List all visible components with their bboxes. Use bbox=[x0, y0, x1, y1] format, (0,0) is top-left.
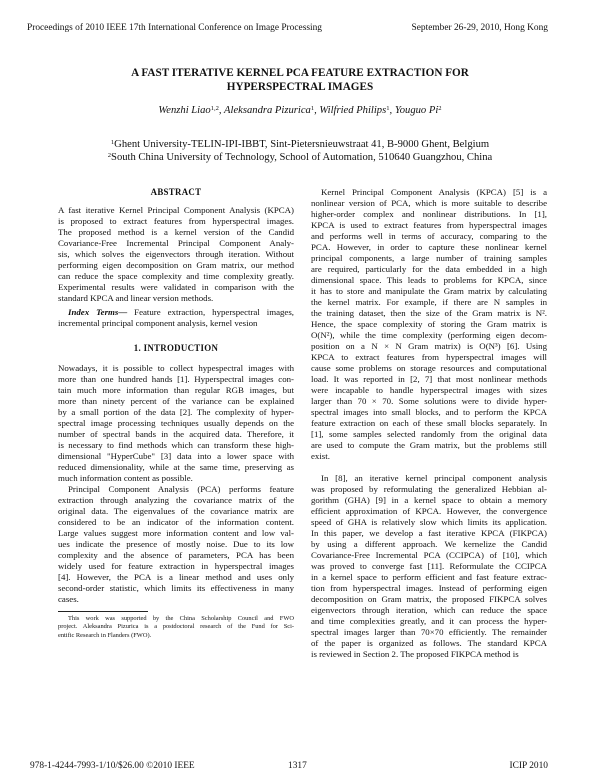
footer-conference: ICIP 2010 bbox=[509, 761, 548, 771]
paper-title bbox=[0, 66, 600, 94]
text-line: ues indicate the presence of mostly noise. Due to its low bbox=[58, 539, 294, 549]
footer-copyright: 978-1-4244-7993-1/10/$26.00 ©2010 IEEE bbox=[30, 761, 195, 771]
text-line: The proposed method is a kernel version of the Candid bbox=[58, 227, 294, 237]
text-line: it has to store and manipulate the Gram matrix by calculating bbox=[311, 286, 547, 296]
text-line: are required, particularly for the data embedded in a high bbox=[311, 264, 547, 274]
text-line: sis, which solves the eigenvectors through iteration. Without bbox=[58, 249, 294, 259]
running-header-left: Proceedings of 2010 IEEE 17th International Conference on Image Processing bbox=[27, 23, 322, 33]
text-line: Experimental results were validated in comparison with the bbox=[58, 282, 294, 292]
introduction-heading: 1. INTRODUCTION bbox=[133, 343, 219, 353]
text-line: eigenvectors through iteration, which can reduce the space bbox=[311, 605, 547, 615]
right-column bbox=[311, 187, 547, 660]
abstract-body bbox=[58, 205, 294, 304]
text-line: decomposition on Gram matrix, the proposed FIKPCA solves bbox=[311, 594, 547, 604]
running-header-right: September 26-29, 2010, Hong Kong bbox=[411, 23, 548, 33]
text-line: spectral images into small blocks, and to perform the KPCA bbox=[311, 407, 547, 417]
text-line: more than ninety percent of the variance can be explained bbox=[58, 396, 294, 406]
text-line: PCA. However, in order to capture these nonlinear kernel bbox=[311, 242, 547, 252]
author-affil-mark: 1 bbox=[386, 105, 390, 113]
text-line: higher-order complex and nonlinear distributions. In [1], bbox=[311, 209, 547, 219]
text-line: number of spectral bands in the acquired data. Therefore, it bbox=[58, 429, 294, 439]
text-line: and time complexities greatly, and it can process the hyper- bbox=[311, 616, 547, 626]
text-line: This work was supported by the China Scholarship Council and FWO bbox=[68, 615, 294, 622]
text-line: is reviewed in Section 2. The proposed FIKPCA method is bbox=[311, 649, 519, 659]
text-line: [1], some samples selected randomly from the original data bbox=[311, 429, 547, 439]
text-line: dimensional "HyperCube" [3] data into a lower space with bbox=[58, 451, 294, 461]
text-line: Large values suggest more information content and low val- bbox=[58, 528, 294, 538]
text-line: were incapable to handle hyperspectral images with sizes bbox=[311, 385, 547, 395]
author-name: Youguo Pi bbox=[394, 105, 439, 116]
text-line: KPCA is used to extract features from hyperspectral images bbox=[311, 220, 547, 230]
text-line: are used to compute the Gram matrix, but the problems still bbox=[311, 440, 547, 450]
text-line: performing eigen decomposition on Gram matrix, our method bbox=[58, 260, 294, 270]
text-line: larger than 70 × 70. Some solutions were to divide hyper- bbox=[311, 396, 547, 406]
text-line: Hence, the space complexity of storing the Gram matrix is bbox=[311, 319, 547, 329]
author-list: Wenzhi Liao$^{1,2}$, Aleksandra Pizurica$^1$, Wilfried Philips$^1$, Youguo Pi$^2$ bbox=[158, 105, 442, 116]
author-name: Wenzhi Liao bbox=[158, 105, 211, 116]
text-line: Covariance-Free Incremental Principal Component Analy- bbox=[58, 238, 294, 248]
text-line: extraction through analyzing the covariance matrix of the bbox=[58, 495, 294, 505]
text-line: KPCA to extract features from hyperspectral images will bbox=[311, 352, 547, 362]
text-line: cases. bbox=[58, 594, 79, 604]
text-line: by using a different approach. We kernelize the Candid bbox=[311, 539, 547, 549]
text-line: is proposed to extract features from hyperspectral images. bbox=[58, 216, 294, 226]
text-line: cause some problems on storage resources and computational bbox=[311, 363, 547, 373]
text-line: Nowadays, it is possible to collect hypespectral images with bbox=[58, 363, 294, 373]
text-line: was proved to converge fast [11]. Reformulate the CCIPCA bbox=[311, 561, 547, 571]
author-name: Wilfried Philips bbox=[319, 105, 387, 116]
text-line: second-order statistic, which limits its effectiveness in many bbox=[58, 583, 294, 593]
text-line: [4]. However, the PCA is a linear method and uses only bbox=[58, 572, 294, 582]
text-line: exist. bbox=[311, 451, 330, 461]
text-line: reduced dimensionality, while at the same time, preserving as bbox=[58, 462, 294, 472]
text-line: can reduce the space complexity and time complexity greatly. bbox=[58, 271, 294, 281]
text-line: much information content as possible. bbox=[58, 473, 193, 483]
text-line: position on a N × N Gram matrix) is O(N³) [6]. Using bbox=[311, 341, 547, 351]
text-line: and performs well in terms of accuracy, comparing to the bbox=[311, 231, 547, 241]
text-line: spectral images larger than 70×70 efficiently. The remainder bbox=[311, 627, 547, 637]
text-line: speed of GHA is relatively slow which limits its application. bbox=[311, 517, 547, 527]
intro-paragraph-1 bbox=[58, 363, 294, 484]
text-line: In this paper, we develop a fast iterative KPCA (FIKPCA) bbox=[311, 528, 547, 538]
affiliation: $^2$South China University of Technology, School of Automation, 510640 Guangzhou, China bbox=[107, 152, 493, 163]
text-line: efficient approximation of KPCA. However, the convergence bbox=[311, 506, 547, 516]
text-line: standard KPCA and linear version methods. bbox=[58, 293, 214, 303]
funding-footnote bbox=[58, 615, 294, 640]
text-line: In [8], an iterative kernel principal component analysis bbox=[321, 473, 547, 483]
fikpca-paragraph bbox=[311, 473, 547, 660]
page-number: 1317 bbox=[288, 761, 307, 771]
text-line: of the paper is organized as follows. The standard KPCA bbox=[311, 638, 547, 648]
text-line: principal components, a large number of training samples bbox=[311, 253, 547, 263]
text-line: the kernel matrix. For example, if there are N samples in bbox=[311, 297, 547, 307]
text-line: spectral image processing techniques usually depends on the bbox=[58, 418, 294, 428]
text-line: entific Research in Flanders (FWO). bbox=[58, 631, 152, 639]
text-line: gorithm (GHA) [9] in a kernel space to obtain a memory bbox=[311, 495, 547, 505]
abstract-heading: ABSTRACT bbox=[150, 187, 202, 197]
intro-paragraph-2 bbox=[58, 484, 294, 605]
text-line: was proposed by reformulating the generalized Hebbian al- bbox=[311, 484, 547, 494]
index-terms-label: Index Terms— bbox=[68, 307, 128, 317]
text-line: load. It was reported in [2, 7] that most nonlinear methods bbox=[311, 374, 547, 384]
text-line: tain much more information than regular RGB images, but bbox=[58, 385, 294, 395]
title-line: HYPERSPECTRAL IMAGES bbox=[226, 81, 374, 93]
text-line: tion from hyperspectral images. Instead of performing eigen bbox=[311, 583, 547, 593]
text-line: feature extraction on each of these small blocks separately. In bbox=[311, 418, 547, 428]
text-line: more than one hundred hands [1]. Hyperspectral images con- bbox=[58, 374, 294, 384]
author-affil-mark: 2 bbox=[438, 105, 442, 113]
left-column bbox=[58, 187, 294, 640]
text-line: Kernel Principal Component Analysis (KPCA) [5] is a bbox=[321, 187, 547, 197]
text-line: the training dataset, then the size of the Gram matrix is N². bbox=[311, 308, 547, 318]
text-line: Covariance-Free Incremental PCA (CCIPCA) of [10], which bbox=[311, 550, 547, 560]
text-line: in a kernel space to perform efficient and fast feature extrac- bbox=[311, 572, 547, 582]
text-line: Principal Component Analysis (PCA) performs feature bbox=[68, 484, 294, 494]
affiliation: $^1$Ghent University-TELIN-IPI-IBBT, Sint-Pietersnieuwstraat 41, B-9000 Ghent, Belgium bbox=[110, 139, 490, 150]
text-line: widely used for feature extraction in hyperspectral images bbox=[58, 561, 294, 571]
title-line: A FAST ITERATIVE KERNEL PCA FEATURE EXTRACTION FOR bbox=[131, 67, 469, 79]
author-affil-mark: 1,2 bbox=[210, 105, 219, 113]
author-name: Aleksandra Pizurica bbox=[224, 105, 311, 116]
text-line: dimensional space. This leads to problems for KPCA, since bbox=[311, 275, 547, 285]
text-line: is necessary to find methods which can transform these high- bbox=[58, 440, 294, 450]
text-line: complexity and the absence of parameters, PCA has been bbox=[58, 550, 294, 560]
kpca-paragraph bbox=[311, 187, 547, 462]
affiliations bbox=[0, 138, 600, 164]
text-line: by a small portion of the data [2]. The complexity of hyper- bbox=[58, 407, 294, 417]
text-line: nonlinear version of PCA, which is more suitable to describe bbox=[311, 198, 547, 208]
text-line: O(N²), while the time complexity (performing eigen decom- bbox=[311, 330, 547, 340]
text-line: considered to be an indicator of the information content. bbox=[58, 517, 294, 527]
index-terms: Index Terms— Feature extraction, hyperspectral images, bbox=[68, 307, 294, 317]
text-line: original data. The eigenvalues of the covariance matrix are bbox=[58, 506, 294, 516]
author-affil-mark: 1 bbox=[310, 105, 315, 113]
index-terms-cont: incremental principal component analysis, kernel vesion bbox=[58, 318, 258, 328]
text-line: A fast iterative Kernel Principal Component Analysis (KPCA) bbox=[58, 205, 294, 215]
text-line: project. Aleksandra Pizurica is a postdoctoral research of the Fund for Sci- bbox=[58, 623, 294, 631]
